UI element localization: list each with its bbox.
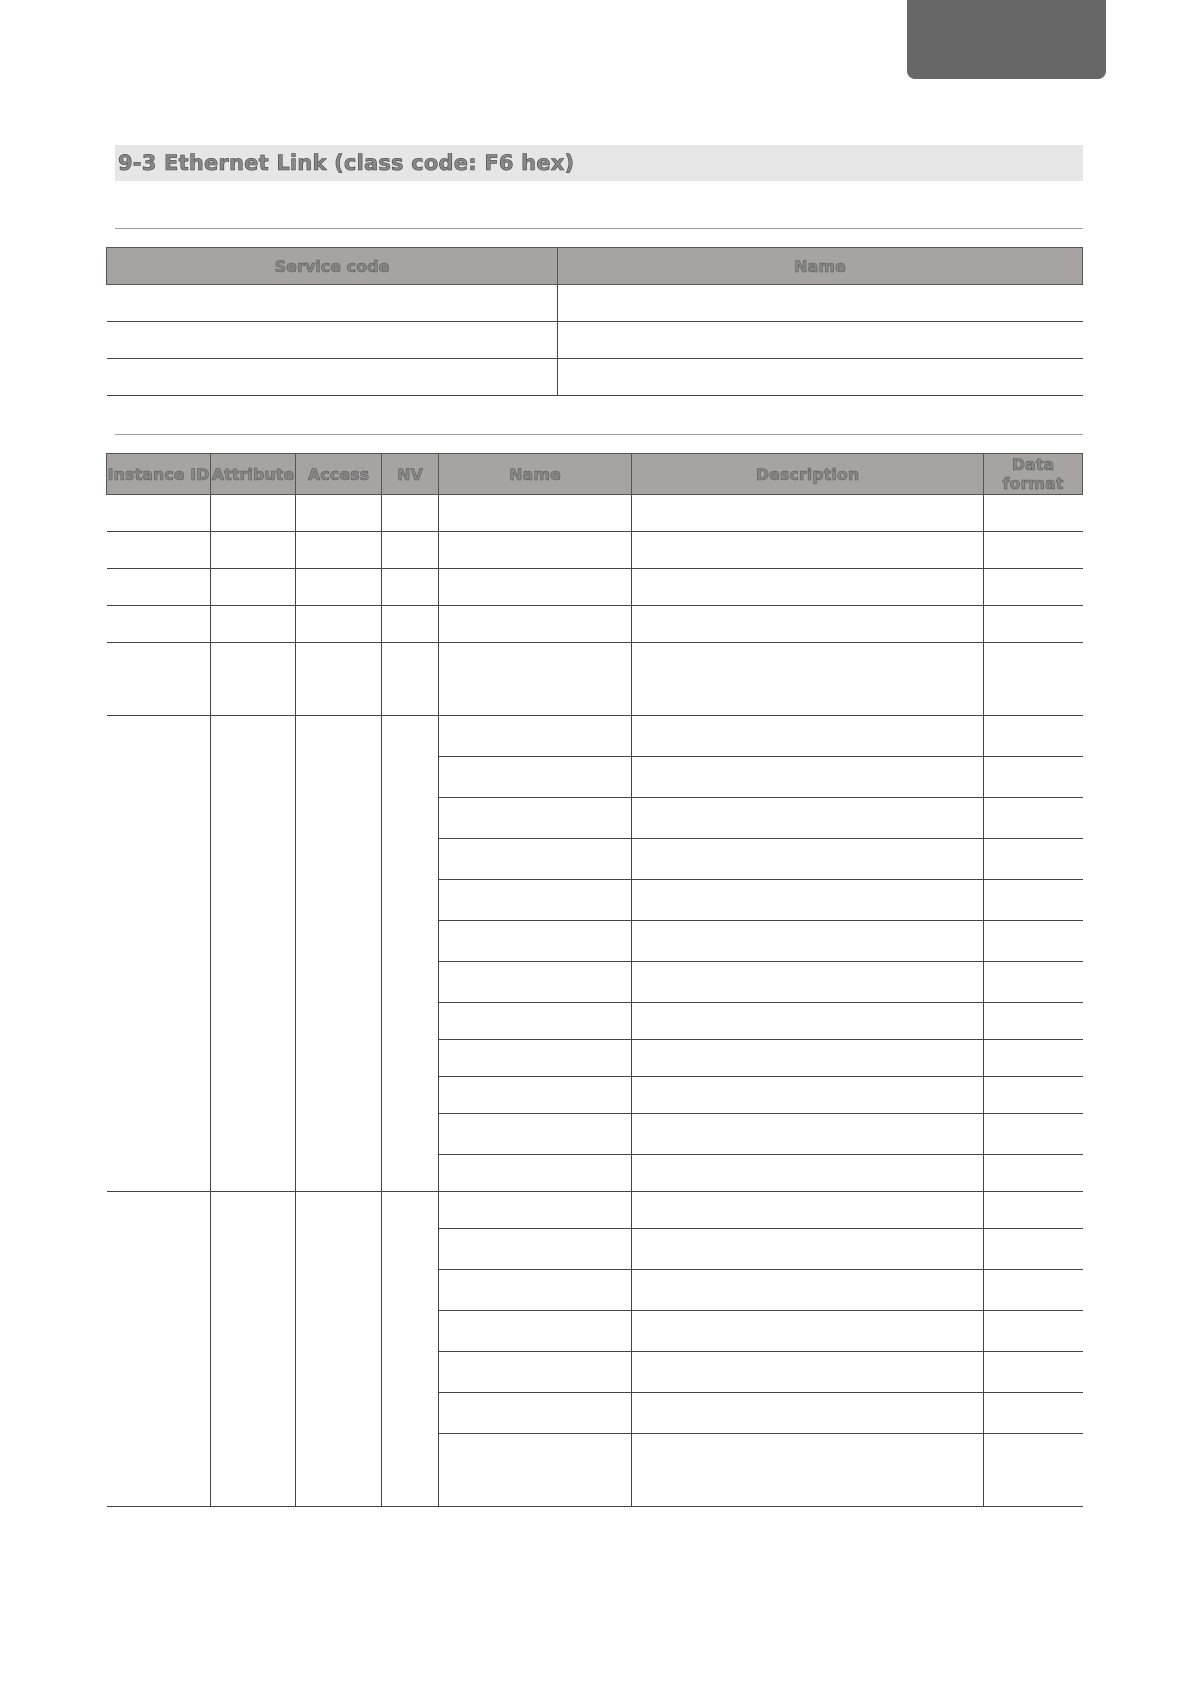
divider-rule [115,434,1083,435]
table-cell [984,1393,1083,1434]
table-cell [632,921,984,962]
table-cell [382,643,439,716]
table-cell [439,1077,632,1114]
table-cell [211,606,296,643]
table-cell [439,1229,632,1270]
table-cell [632,962,984,1003]
table-cell [984,880,1083,921]
table-cell [296,606,382,643]
table-cell [984,532,1083,569]
table-cell [984,839,1083,880]
table-header-row [107,454,1083,495]
table-cell [632,643,984,716]
service-code-table [106,247,1083,396]
table-cell [296,495,382,532]
table-cell [632,569,984,606]
table-cell [107,359,558,396]
table-cell [984,1003,1083,1040]
table-cell [984,1434,1083,1507]
table-cell [632,1270,984,1311]
divider-rule [115,228,1083,229]
table-row [107,569,1083,606]
table-cell [439,1003,632,1040]
table-cell [439,1040,632,1077]
table-cell [632,606,984,643]
table-cell [558,285,1083,322]
table-cell [107,322,558,359]
header-name: Name [558,248,1083,285]
section-title: 9-3 Ethernet Link (class code: F6 hex) [118,151,575,175]
table-cell [107,569,211,606]
section-heading-bar [115,145,1083,181]
table-cell [382,716,439,1192]
table-row [107,359,1083,396]
table-cell [984,716,1083,757]
table-cell [439,606,632,643]
table-cell [439,1270,632,1311]
table-cell [632,1393,984,1434]
table-cell [439,569,632,606]
table-cell [984,1155,1083,1192]
table-cell [984,757,1083,798]
table-cell [632,1003,984,1040]
table-cell [632,839,984,880]
table-cell [211,532,296,569]
table-row [107,532,1083,569]
table-cell [984,1040,1083,1077]
table-cell [632,1352,984,1393]
table-cell [439,1192,632,1229]
header-instance-id: Instance ID [107,454,211,495]
header-access: Access [296,454,382,495]
table-cell [439,798,632,839]
table-cell [439,757,632,798]
table-cell [984,495,1083,532]
table-cell [632,1155,984,1192]
table-cell [439,921,632,962]
table-cell [107,285,558,322]
table-cell [107,532,211,569]
table-cell [107,643,211,716]
table-cell [984,962,1083,1003]
table-cell [439,643,632,716]
header-data-format: Data format [984,454,1083,495]
table-header-row [107,248,1083,285]
table-cell [439,880,632,921]
table-row [107,643,1083,716]
table-cell [211,716,296,1192]
table-cell [382,495,439,532]
table-cell [107,606,211,643]
table-row [107,716,1083,757]
table-cell [296,532,382,569]
table-cell [632,1114,984,1155]
table-cell [984,1352,1083,1393]
table-row [107,495,1083,532]
table-cell [984,1311,1083,1352]
table-cell [632,1077,984,1114]
table-cell [382,606,439,643]
table-cell [296,1192,382,1507]
table-cell [632,757,984,798]
table-cell [439,1352,632,1393]
table-cell [439,962,632,1003]
table-cell [632,495,984,532]
table-cell [296,569,382,606]
header-attribute: Attribute [211,454,296,495]
table-row [107,322,1083,359]
table-cell [984,1114,1083,1155]
table-cell [439,839,632,880]
table-cell [211,569,296,606]
table-cell [984,643,1083,716]
table-cell [439,532,632,569]
table-cell [211,1192,296,1507]
header-service-code: Service code [107,248,558,285]
table-cell [211,643,296,716]
attribute-table [106,453,1083,1507]
table-cell [632,532,984,569]
table-cell [984,921,1083,962]
table-cell [984,1270,1083,1311]
table-cell [439,1155,632,1192]
table-cell [632,1229,984,1270]
table-cell [439,716,632,757]
table-row [107,285,1083,322]
table-cell [632,716,984,757]
header-nv: NV [382,454,439,495]
table-cell [382,532,439,569]
table-cell [296,643,382,716]
table-cell [107,716,211,1192]
table-cell [984,569,1083,606]
table-cell [439,495,632,532]
table-cell [984,606,1083,643]
table-cell [632,1311,984,1352]
table-cell [984,1077,1083,1114]
table-cell [211,495,296,532]
chapter-tab [907,0,1106,79]
header-name: Name [439,454,632,495]
table-cell [984,798,1083,839]
header-description: Description [632,454,984,495]
table-cell [107,1192,211,1507]
table-cell [382,569,439,606]
table-cell [558,359,1083,396]
table-cell [984,1229,1083,1270]
table-cell [632,1192,984,1229]
table-cell [107,495,211,532]
table-cell [632,1434,984,1507]
table-cell [439,1434,632,1507]
table-cell [439,1114,632,1155]
table-cell [632,1040,984,1077]
table-cell [382,1192,439,1507]
table-cell [632,798,984,839]
table-row [107,1192,1083,1229]
table-cell [296,716,382,1192]
table-cell [984,1192,1083,1229]
table-row [107,606,1083,643]
table-cell [439,1311,632,1352]
table-cell [632,880,984,921]
table-cell [439,1393,632,1434]
table-cell [558,322,1083,359]
